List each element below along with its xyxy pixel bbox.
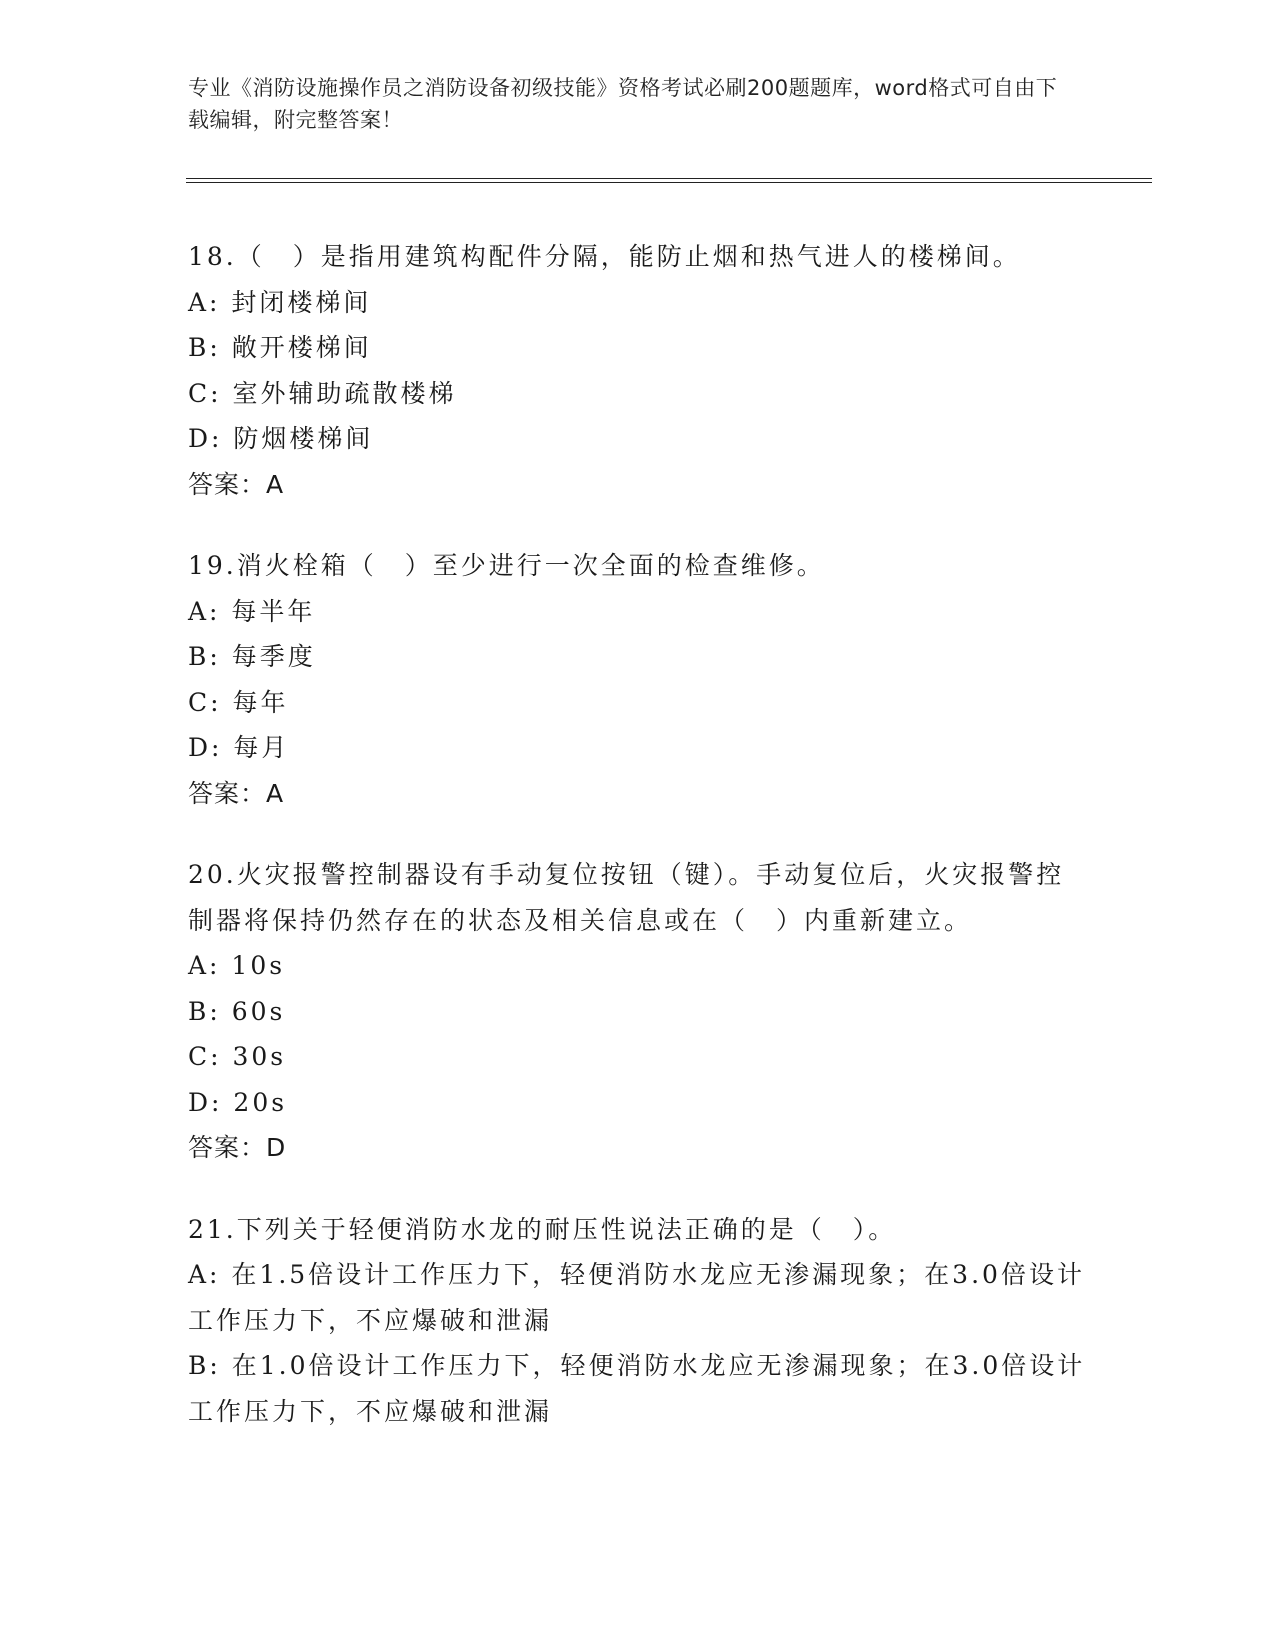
option-c: C: 室外辅助疏散楼梯 [188,378,457,408]
option-a: A: 封闭楼梯间 [188,287,372,317]
option-a: A: 在1.5倍设计工作压力下，轻便消防水龙应无渗漏现象；在3.0倍设计工作压力下，不应爆破和泄漏 [188,1260,1085,1335]
option-b: B: 在1.0倍设计工作压力下，轻便消防水龙应无渗漏现象；在3.0倍设计工作压力下，不应爆破和泄漏 [188,1351,1086,1426]
header-divider [186,178,1152,183]
answer-line: 答案：D [188,1133,287,1162]
option-d: D: 每月 [188,733,290,762]
question-20 [188,852,1088,1171]
option-a: A: 10s [188,951,286,980]
question-stem: 18.（ ）是指用建筑构配件分隔，能防止烟和热气进人的楼梯间。 [188,242,1021,271]
question-list [188,234,1088,1470]
answer-line: 答案：A [188,469,285,499]
question-stem: 20.火灾报警控制器设有手动复位按钮（键）。手动复位后，火灾报警控制器将保持仍然存在的状态及相关信息或在（ ）内重新建立。 [188,860,1065,935]
option-b: B: 敞开楼梯间 [188,333,372,362]
question-stem: 21.下列关于轻便消防水龙的耐压性说法正确的是（ ）。 [188,1214,897,1244]
option-b: B: 每季度 [188,642,316,671]
option-d: D: 防烟楼梯间 [188,424,374,453]
answer-line: 答案：A [188,778,285,808]
option-c: C: 30s [188,1042,287,1071]
option-b: B: 60s [188,996,286,1026]
question-stem: 19.消火栓箱（ ）至少进行一次全面的检查维修。 [188,551,825,580]
question-18 [188,234,1088,507]
question-21 [188,1207,1088,1435]
option-c: C: 每年 [188,687,289,717]
option-a: A: 每半年 [188,596,316,626]
question-19 [188,543,1088,816]
document-header: 专业《消防设施操作员之消防设备初级技能》资格考试必刷200题题库，word格式可自由下载编辑，附完整答案！ [188,76,1058,132]
option-d: D: 20s [188,1087,288,1117]
